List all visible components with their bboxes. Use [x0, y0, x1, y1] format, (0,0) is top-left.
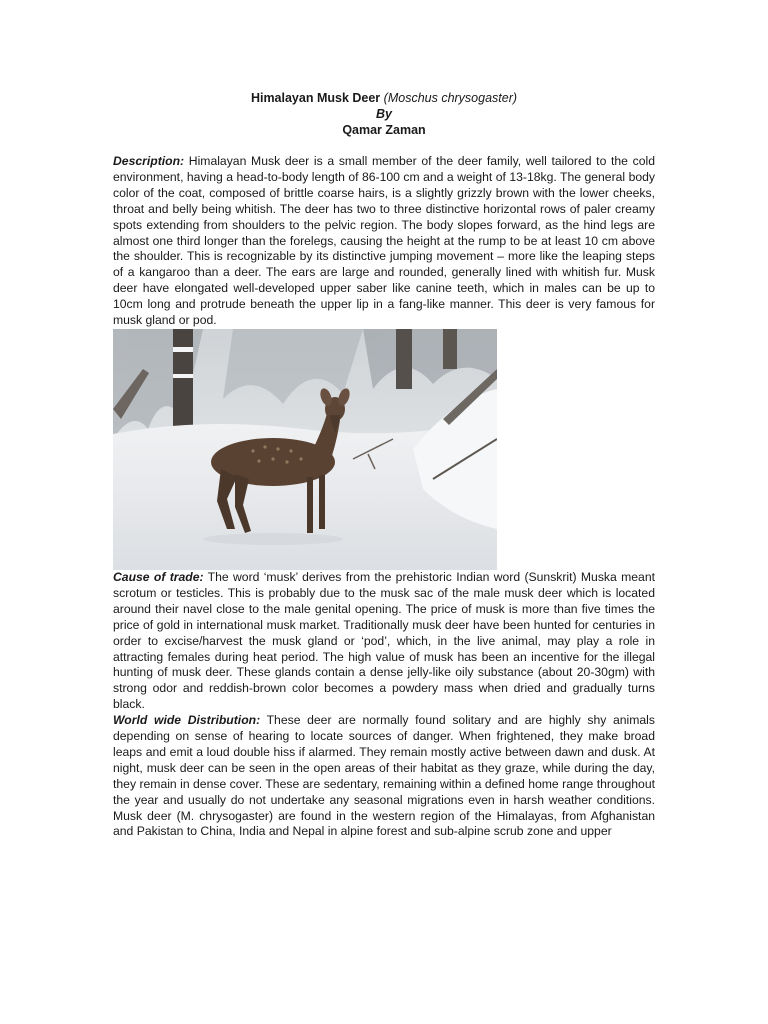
trade-paragraph [113, 570, 655, 713]
distribution-heading: World wide Distribution: [113, 713, 261, 728]
by-line: By [376, 107, 392, 121]
musk-deer-photo [113, 329, 497, 570]
title-block [0, 90, 768, 138]
trade-text: The word ‘musk’ derives from the prehistoric Indian word (Sunskrit) Muska meant scrotum or testicles. This is probably due to the musk sac of the male musk deer which is located around their navel close to the male genital opening. The price of musk is more than five times the price of gold in international musk market. Traditionally musk deer have been hunted for centuries in order to excise/harvest the musk gland or ‘pod’, which, in the live animal, may play a role in attracting females during heat period. The high value of musk has been an incentive for the illegal hunting of musk deer. These glands contain a dense jelly-like oily substance (about 20-30gm) with strong odor and reddish-brown color becomes a powdery mass when dried and gradually turns black. [113, 569, 655, 712]
distribution-paragraph [113, 713, 655, 840]
open-paren: ( [383, 91, 388, 105]
close-paren: ) [512, 91, 518, 105]
distribution-text: These deer are normally found solitary and are highly shy animals depending on sense of hearing to locate sources of danger. When frightened, they make broad leaps and emit a loud double hiss if alarmed. They remain mostly active between dawn and dusk. At night, musk deer can be seen in the open areas of their habitat as they graze, while during the day, they remain in dense cover. These are sedentary, remaining within a defined home range throughout the year and usually do not undertake any seasonal migrations even in harsh weather conditions. Musk deer (M. chrysogaster) are found in the western region of the Himalayas, from Afghanistan and Pakistan to China, India and Nepal in alpine forest and sub-alpine scrub zone and upper [113, 713, 655, 839]
author-name: Qamar Zaman [342, 123, 426, 137]
common-name: Himalayan Musk Deer [250, 91, 381, 105]
description-text: Himalayan Musk deer is a small member of the deer family, well tailored to the cold environment, having a head-to-body length of 86-100 cm and a weight of 13-18kg. The general body color of the coat, composed of brittle coarse hairs, is a slightly grizzly brown with the lower cheeks, throat and belly being whitish. The deer has two to three distinctive horizontal rows of paler creamy spots extending from shoulders to the pelvic region. The body slopes forward, as the hind legs are almost one third longer than the forelegs, causing the height at the rump to be at least 10 cm above the shoulder. This is recognizable by its distinctive jumping movement – more like the leaping steps of a kangaroo than a deer. The ears are large and rounded, generally lined with whitish fur. Musk deer have elongated well-developed upper saber like canine teeth, which in males can be up to 10cm long and protrude beneath the upper lip in a fang-like manner. This deer is very famous for musk gland or pod. [113, 154, 655, 328]
scientific-name: Moschus chrysogaster [387, 91, 513, 105]
article-body [113, 154, 655, 840]
description-heading: Description: [113, 154, 185, 168]
description-paragraph [113, 154, 655, 329]
title-line [0, 90, 768, 106]
scientific-name-wrapper [384, 91, 517, 105]
trade-heading: Cause of trade: [113, 569, 204, 584]
